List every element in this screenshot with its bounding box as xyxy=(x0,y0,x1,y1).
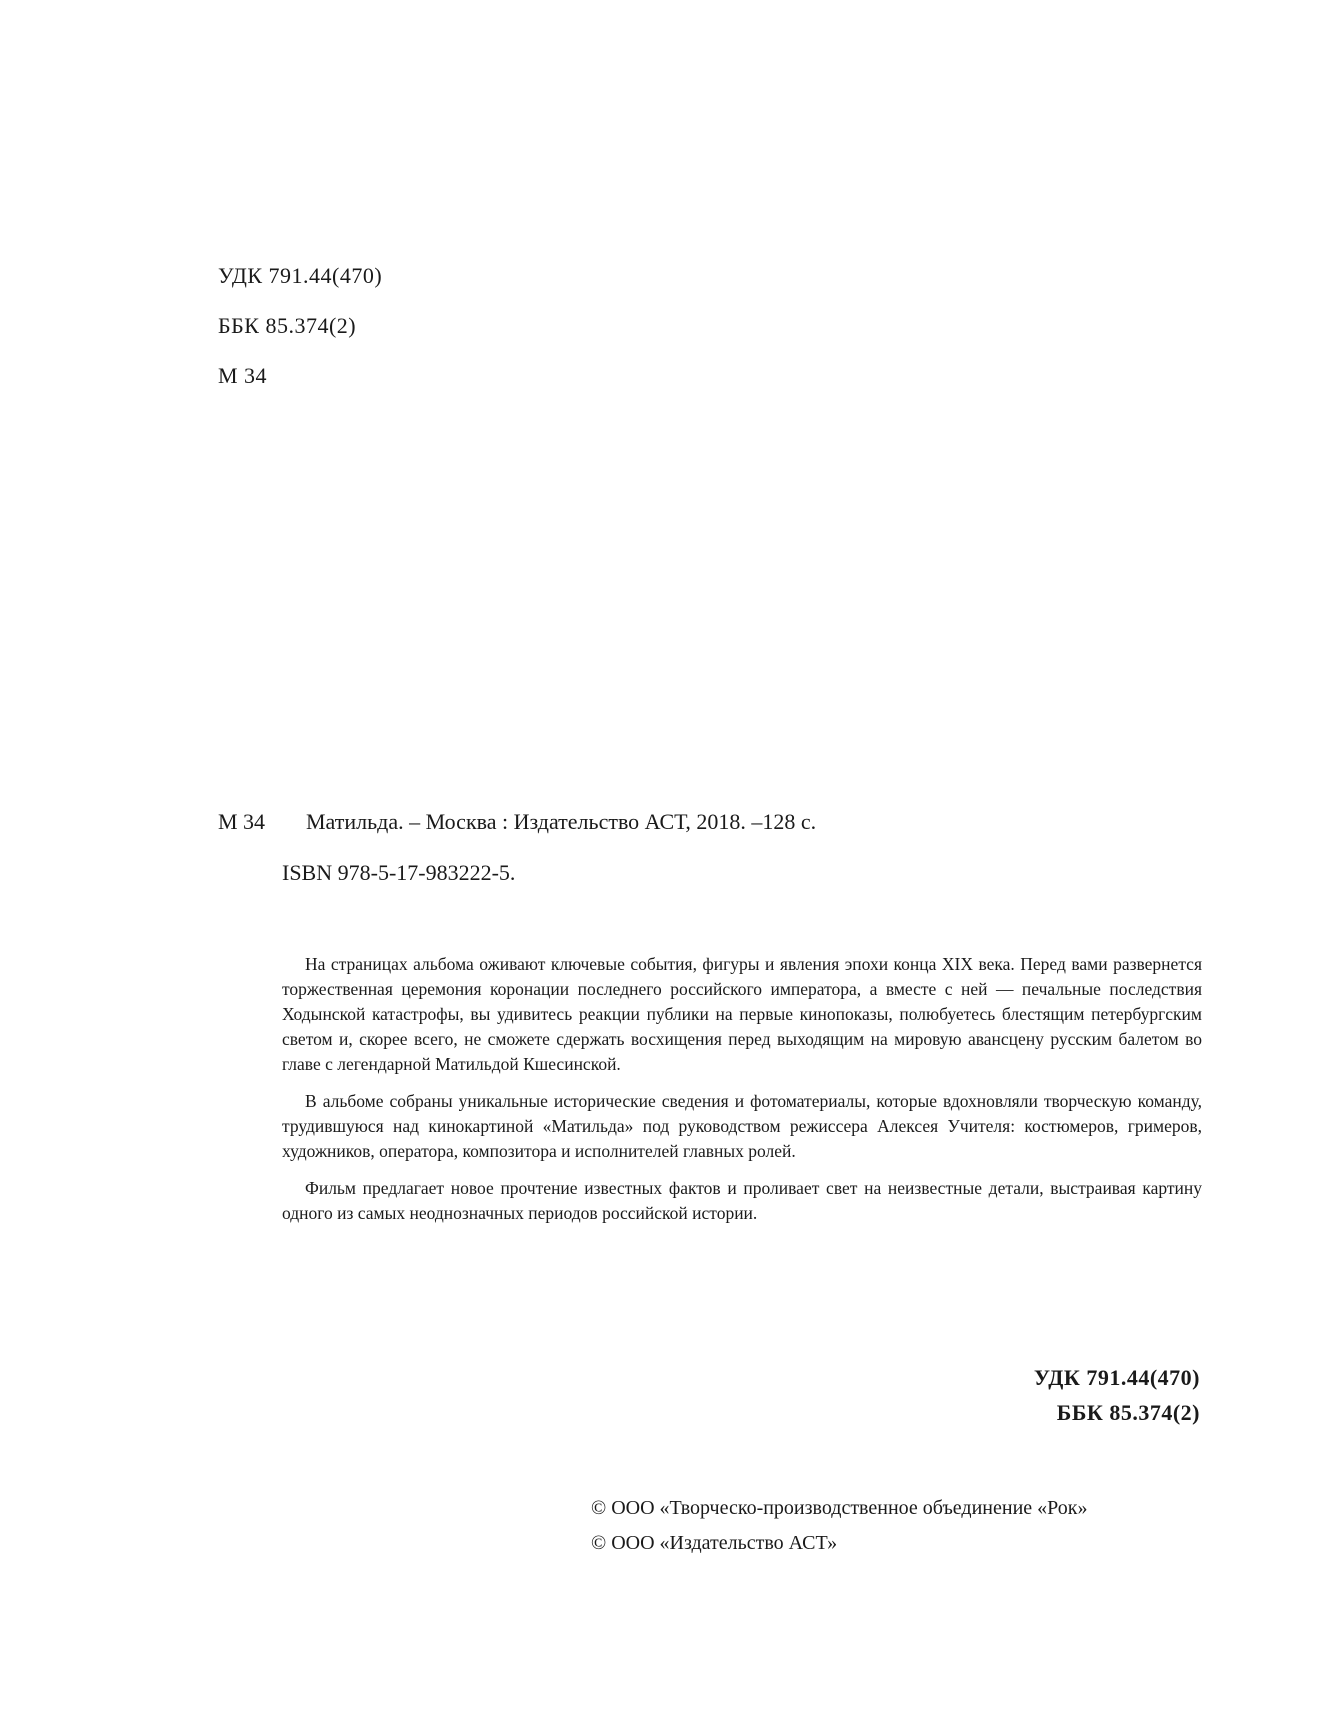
annotation-paragraph: На страницах альбома оживают ключевые события, фигуры и явления эпохи конца XIX века. Перед вами развернется торжественная церемония коронации последнего российского императора, а вместе с ней — печальные последствия Ходынской катастрофы, вы удивитесь реакции публики на первые кинопоказы, полюбуетесь блестящим петербургским светом и, скорее всего, не сможете сдержать восхищения перед выходящим на мировую авансцену русским балетом во главе с легендарной Матильдой Кшесинской. xyxy=(282,954,1202,1074)
copyright-line: © ООО «Творческо-производственное объединение «Рок» xyxy=(591,1497,1088,1519)
bbk-index: ББК 85.374(2) xyxy=(218,313,357,338)
udk-index-bold: УДК 791.44(470) xyxy=(1033,1365,1200,1390)
bibliographic-description: Матильда. – Москва : Издательство АСТ, 2018. –128 с. xyxy=(306,809,817,834)
bibliographic-author-code: М 34 xyxy=(218,809,266,834)
annotation-paragraph: Фильм предлагает новое прочтение известных фактов и проливает свет на неизвестные детали, выстраивая картину одного из самых неоднозначных периодов российской истории. xyxy=(282,1178,1202,1223)
udk-index: УДК 791.44(470) xyxy=(218,263,383,288)
author-code: М 34 xyxy=(218,363,268,388)
annotation-paragraph: В альбоме собраны уникальные исторические сведения и фотоматериалы, которые вдохновляли творческую команду, трудившуюся над кинокартиной «Матильда» под руководством режиссера Алексея Учителя: костюмеров, гримеров, художников, оператора, композитора и исполнителей главных ролей. xyxy=(282,1091,1202,1161)
bibliographic-record xyxy=(218,809,816,835)
annotation xyxy=(282,952,1202,1238)
copyright-line: © ООО «Издательство АСТ» xyxy=(591,1532,838,1554)
isbn: ISBN 978-5-17-983222-5. xyxy=(282,860,516,885)
bbk-index-bold: ББК 85.374(2) xyxy=(1056,1400,1200,1425)
